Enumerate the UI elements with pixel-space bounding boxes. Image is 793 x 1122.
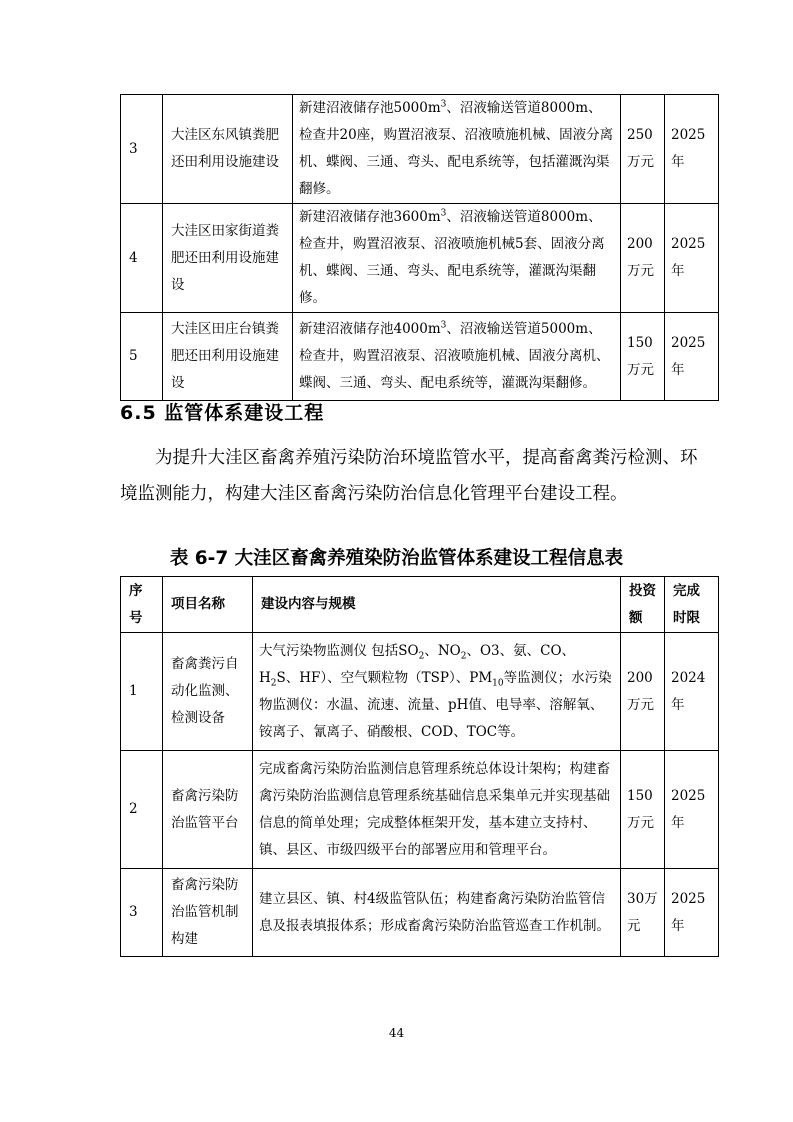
- row-number: 2: [121, 751, 163, 869]
- project-description: 新建沼液储存池$4000m^3$、沼液输送管道5000m、检查井，购置沼液泵、沼液喷施机械、固液分离机、蝶阀、三通、弯头、配电系统等，灌溉沟渠翻修。: [293, 313, 621, 401]
- completion-time: 2025年: [665, 869, 719, 957]
- project-name: 畜禽污染防治监管平台: [163, 751, 253, 869]
- header-time: 完成时限: [665, 577, 719, 633]
- row-number: 3: [121, 95, 163, 204]
- table-header-row: [121, 577, 719, 633]
- table-row: [121, 751, 719, 869]
- completion-time: 2025年: [665, 751, 719, 869]
- investment-amount: 150万元: [621, 751, 665, 869]
- section-heading: 6.5 监管体系建设工程: [120, 402, 325, 424]
- section-paragraph: 为提升大洼区畜禽养殖污染防治环境监管水平，提高畜禽粪污检测、环境监测能力，构建大洼区畜禽污染防治信息化管理平台建设工程。: [120, 448, 698, 504]
- project-name: 大洼区东风镇粪肥还田利用设施建设: [163, 95, 293, 204]
- investment-amount: 200万元: [621, 204, 665, 313]
- header-name: 项目名称: [163, 577, 253, 633]
- completion-time: 2025年: [665, 204, 719, 313]
- table-row: [121, 633, 719, 751]
- project-name: 大洼区田家街道粪肥还田利用设施建设: [163, 204, 293, 313]
- project-name: 畜禽粪污自动化监测、检测设备: [163, 633, 253, 751]
- page-number: 44: [388, 1026, 405, 1040]
- table-row: [121, 204, 719, 313]
- header-no: 序号: [121, 577, 163, 633]
- project-description: 建立县区、镇、村4级监管队伍；构建畜禽污染防治监管信息及报表填报体系；形成畜禽污染防治监管巡查工作机制。: [253, 869, 621, 957]
- investment-amount: 30万元: [621, 869, 665, 957]
- completion-time: 2025年: [665, 95, 719, 204]
- project-name: 畜禽污染防治监管机制构建: [163, 869, 253, 957]
- row-number: 1: [121, 633, 163, 751]
- project-name: 大洼区田庄台镇粪肥还田利用设施建设: [163, 313, 293, 401]
- project-description: 大气污染物监测仪 包括$SO_2$、$NO_2$、O3、氨、CO、$H_2S$、HF）、空气颗粒物（TSP）、$PM_{10}$等监测仪；水污染物监测仪：水温、流速、流量、pH值、电导率、溶解氧、铵离子、氰离子、硝酸根、COD、TOC等。: [253, 633, 621, 751]
- row-number: 3: [121, 869, 163, 957]
- row-number: 4: [121, 204, 163, 313]
- header-cost: 投资额: [621, 577, 665, 633]
- table-row: [121, 313, 719, 401]
- completion-time: 2025年: [665, 313, 719, 401]
- project-description: 新建沼液储存池$5000m^3$、沼液输送管道8000m、检查井20座，购置沼液泵、沼液喷施机械、固液分离机、蝶阀、三通、弯头、配电系统等，包括灌溉沟渠翻修。: [293, 95, 621, 204]
- top-table: [120, 94, 719, 401]
- table-caption: 表 6-7 大洼区畜禽养殖染防治监管体系建设工程信息表: [169, 548, 624, 569]
- header-desc: 建设内容与规模: [253, 577, 621, 633]
- project-description: 完成畜禽污染防治监测信息管理系统总体设计架构；构建畜禽污染防治监测信息管理系统基础信息采集单元并实现基础信息的简单处理；完成整体框架开发，基本建立支持村、镇、县区、市级四级平台的部署应用和管理平台。: [253, 751, 621, 869]
- completion-time: 2024年: [665, 633, 719, 751]
- project-description: 新建沼液储存池$3600m^3$、沼液输送管道8000m、检查井，购置沼液泵、沼液喷施机械5套、固液分离机、蝶阀、三通、弯头、配电系统等，灌溉沟渠翻修。: [293, 204, 621, 313]
- investment-amount: 150万元: [621, 313, 665, 401]
- investment-amount: 250万元: [621, 95, 665, 204]
- table-row: [121, 869, 719, 957]
- row-number: 5: [121, 313, 163, 401]
- table-row: [121, 95, 719, 204]
- supervision-table: [120, 576, 719, 957]
- investment-amount: 200万元: [621, 633, 665, 751]
